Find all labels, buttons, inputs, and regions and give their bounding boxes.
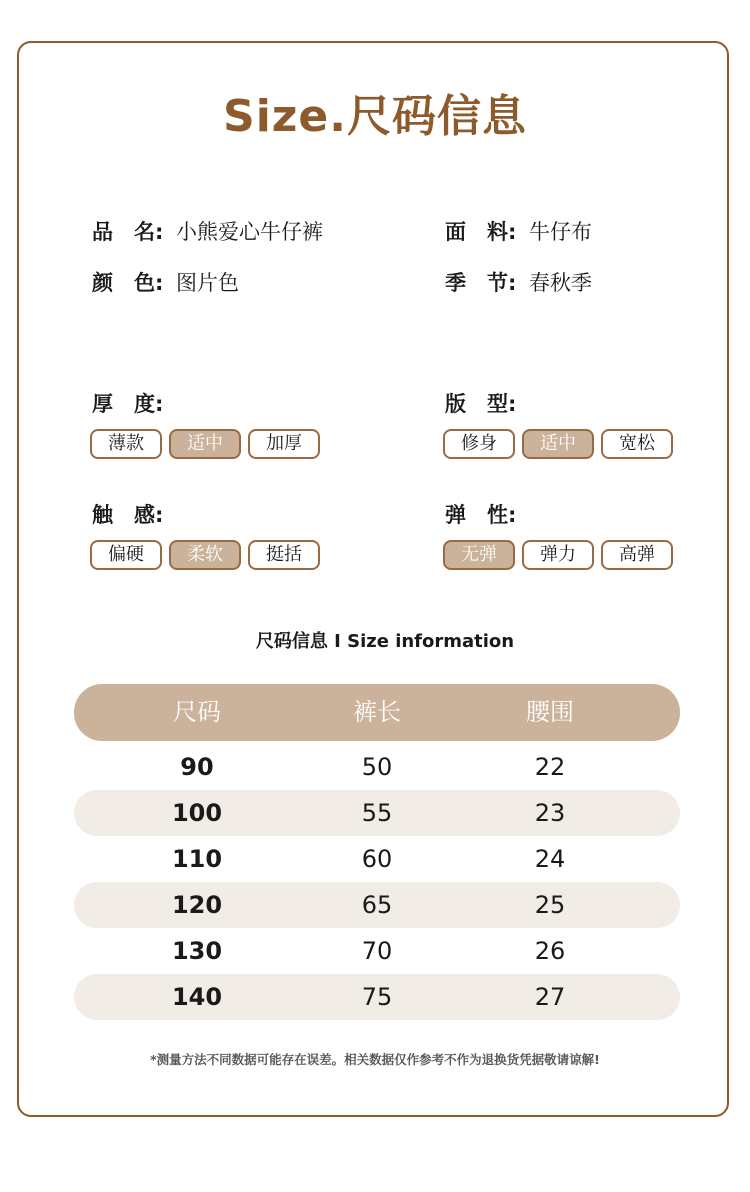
header-size: 尺码 (173, 698, 221, 726)
elasticity-option: 无弹 (443, 540, 515, 570)
cell-length: 70 (361, 937, 393, 965)
cell-waist: 27 (534, 983, 566, 1011)
thickness-option: 适中 (169, 429, 241, 459)
fit-options (443, 429, 673, 459)
cell-size: 110 (171, 845, 223, 873)
cell-length: 50 (361, 753, 393, 781)
elasticity-label: 弹 性: (445, 503, 517, 527)
info-season (445, 269, 592, 297)
table-row (74, 882, 680, 928)
cell-length: 75 (361, 983, 393, 1011)
thickness-label: 厚 度: (92, 392, 164, 416)
info-name-value: 小熊爱心牛仔裤 (176, 220, 323, 244)
info-fabric-label: 面 料: (445, 220, 517, 244)
header-waist: 腰围 (526, 698, 574, 726)
footnote: *测量方法不同数据可能存在误差。相关数据仅作参考不作为退换货凭据敬请谅解! (150, 1052, 600, 1067)
touch-option: 柔软 (169, 540, 241, 570)
elasticity-options (443, 540, 673, 570)
info-fabric-value: 牛仔布 (529, 220, 592, 244)
touch-option: 挺括 (248, 540, 320, 570)
elasticity-option: 弹力 (522, 540, 594, 570)
cell-length: 55 (361, 799, 393, 827)
cell-length: 60 (361, 845, 393, 873)
touch-options (90, 540, 320, 570)
info-fabric (445, 218, 592, 246)
size-table (74, 684, 680, 1020)
fit-option: 宽松 (601, 429, 673, 459)
touch-label: 触 感: (92, 503, 164, 527)
thickness-option: 加厚 (248, 429, 320, 459)
cell-waist: 26 (534, 937, 566, 965)
cell-size: 140 (171, 983, 223, 1011)
info-color-label: 颜 色: (92, 271, 164, 295)
cell-size: 120 (171, 891, 223, 919)
cell-length: 65 (361, 891, 393, 919)
cell-waist: 25 (534, 891, 566, 919)
cell-size: 130 (171, 937, 223, 965)
header-length: 裤长 (353, 698, 401, 726)
table-row (74, 790, 680, 836)
cell-size: 90 (180, 753, 214, 781)
fit-label: 版 型: (445, 392, 517, 416)
table-row (74, 744, 680, 790)
info-name (92, 218, 323, 246)
elasticity-option: 高弹 (601, 540, 673, 570)
table-row (74, 836, 680, 882)
table-row (74, 928, 680, 974)
touch-option: 偏硬 (90, 540, 162, 570)
info-season-value: 春秋季 (529, 271, 592, 295)
thickness-options (90, 429, 320, 459)
fit-option: 修身 (443, 429, 515, 459)
cell-size: 100 (171, 799, 223, 827)
page-title: Size.尺码信息 (223, 91, 527, 142)
info-color (92, 269, 239, 297)
cell-waist: 24 (534, 845, 566, 873)
fit-option: 适中 (522, 429, 594, 459)
info-name-label: 品 名: (92, 220, 164, 244)
info-season-label: 季 节: (445, 271, 517, 295)
size-table-header (74, 684, 680, 741)
thickness-option: 薄款 (90, 429, 162, 459)
cell-waist: 22 (534, 753, 566, 781)
size-section-title: 尺码信息 I Size information (255, 631, 515, 652)
info-color-value: 图片色 (176, 271, 239, 295)
table-row (74, 974, 680, 1020)
cell-waist: 23 (534, 799, 566, 827)
